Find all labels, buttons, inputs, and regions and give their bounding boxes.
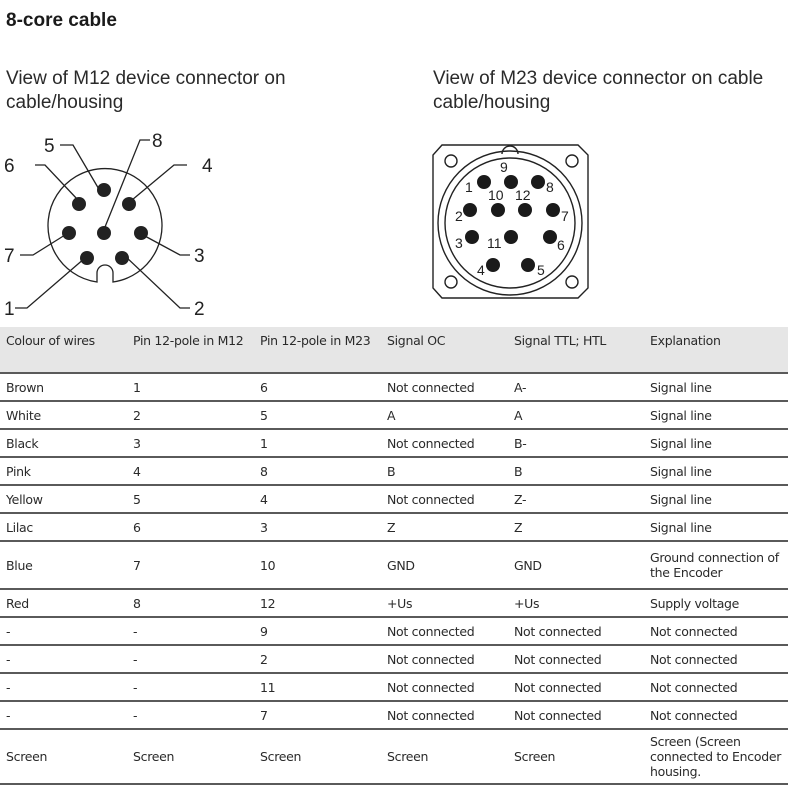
table-row: [0, 513, 788, 541]
cell-signal-oc: Not connected: [381, 373, 508, 401]
cell-colour: Screen: [0, 729, 127, 784]
table-row: [0, 429, 788, 457]
table-row: [0, 401, 788, 429]
wiring-table: [0, 327, 788, 785]
cell-pin-m12: -: [127, 617, 254, 645]
cell-pin-m12: -: [127, 701, 254, 729]
m23-label-9: 9: [500, 159, 508, 175]
cell-explanation: Signal line: [644, 373, 788, 401]
cell-explanation: Signal line: [644, 457, 788, 485]
cell-pin-m12: 6: [127, 513, 254, 541]
table-row: [0, 701, 788, 729]
cell-colour: Black: [0, 429, 127, 457]
cell-pin-m12: 3: [127, 429, 254, 457]
cell-signal-ttl-htl: Not connected: [508, 645, 644, 673]
m12-label-1: 1: [4, 299, 15, 320]
cell-colour: -: [0, 701, 127, 729]
cell-pin-m23: 8: [254, 457, 381, 485]
cell-signal-ttl-htl: GND: [508, 541, 644, 589]
cell-pin-m12: -: [127, 673, 254, 701]
cell-explanation: Supply voltage: [644, 589, 788, 617]
cell-pin-m12: 2: [127, 401, 254, 429]
m23-connector-diagram: [420, 130, 600, 310]
cell-signal-ttl-htl: +Us: [508, 589, 644, 617]
cell-pin-m12: 7: [127, 541, 254, 589]
cell-explanation: Signal line: [644, 485, 788, 513]
table-header-row: [0, 327, 788, 373]
m23-label-4: 4: [477, 262, 485, 278]
cell-explanation: Not connected: [644, 617, 788, 645]
cell-signal-oc: Not connected: [381, 617, 508, 645]
cell-signal-ttl-htl: A-: [508, 373, 644, 401]
cell-explanation: Signal line: [644, 401, 788, 429]
m23-label-6: 6: [557, 237, 565, 253]
m12-pin-5: [97, 183, 111, 197]
m12-pin-7: [62, 226, 76, 240]
m12-label-3: 3: [194, 246, 205, 267]
cell-signal-oc: Not connected: [381, 673, 508, 701]
cell-signal-ttl-htl: Not connected: [508, 617, 644, 645]
cell-colour: -: [0, 645, 127, 673]
cell-pin-m23: 3: [254, 513, 381, 541]
m23-label-10: 10: [488, 187, 504, 203]
cell-pin-m12: -: [127, 645, 254, 673]
section-title: 8-core cable: [6, 10, 117, 31]
cell-pin-m23: 11: [254, 673, 381, 701]
m12-pin-6: [72, 197, 86, 211]
table-row: [0, 673, 788, 701]
cell-pin-m23: 2: [254, 645, 381, 673]
cell-signal-oc: Screen: [381, 729, 508, 784]
cell-colour: White: [0, 401, 127, 429]
cell-colour: Pink: [0, 457, 127, 485]
cell-signal-ttl-htl: Screen: [508, 729, 644, 784]
table-row: [0, 485, 788, 513]
cell-explanation: Not connected: [644, 645, 788, 673]
cell-signal-oc: A: [381, 401, 508, 429]
cell-signal-oc: Z: [381, 513, 508, 541]
header-pin-m23: Pin 12-pole in M23: [254, 327, 381, 373]
m12-label-6: 6: [4, 156, 15, 177]
m23-label-1: 1: [465, 179, 473, 195]
cell-signal-oc: Not connected: [381, 485, 508, 513]
cell-colour: -: [0, 673, 127, 701]
cell-signal-ttl-htl: A: [508, 401, 644, 429]
cell-signal-ttl-htl: B: [508, 457, 644, 485]
table-row: [0, 645, 788, 673]
cell-signal-ttl-htl: Z-: [508, 485, 644, 513]
table-row: [0, 373, 788, 401]
header-colour: Colour of wires: [0, 327, 127, 373]
cell-pin-m23: Screen: [254, 729, 381, 784]
m23-label-8: 8: [546, 179, 554, 195]
m23-label-7: 7: [561, 208, 569, 224]
cell-pin-m23: 10: [254, 541, 381, 589]
m12-label-5: 5: [44, 136, 55, 157]
cell-signal-oc: B: [381, 457, 508, 485]
cell-pin-m23: 4: [254, 485, 381, 513]
cell-pin-m23: 9: [254, 617, 381, 645]
cell-signal-oc: +Us: [381, 589, 508, 617]
cell-pin-m23: 7: [254, 701, 381, 729]
cell-colour: Blue: [0, 541, 127, 589]
cell-explanation: Screen (Screen connected to Encoder housing.: [644, 729, 788, 784]
m12-pin-4: [122, 197, 136, 211]
m12-pin-3: [134, 226, 148, 240]
table-row: [0, 541, 788, 589]
cell-explanation: Signal line: [644, 429, 788, 457]
cell-signal-oc: Not connected: [381, 429, 508, 457]
header-signal-ttl-htl: Signal TTL; HTL: [508, 327, 644, 373]
cell-pin-m23: 6: [254, 373, 381, 401]
table-row: [0, 457, 788, 485]
m23-label-11: 11: [487, 235, 502, 251]
cell-explanation: Not connected: [644, 701, 788, 729]
cell-signal-oc: GND: [381, 541, 508, 589]
table-row: [0, 589, 788, 617]
m23-label-2: 2: [455, 208, 463, 224]
m12-label-4: 4: [202, 156, 213, 177]
m23-caption: View of M23 device connector on cable cable/housing: [433, 68, 764, 113]
m23-label-3: 3: [455, 235, 463, 251]
m12-connector-diagram: [0, 125, 230, 325]
cell-explanation: Signal line: [644, 513, 788, 541]
cell-pin-m12: 5: [127, 485, 254, 513]
cell-colour: Lilac: [0, 513, 127, 541]
cell-pin-m23: 12: [254, 589, 381, 617]
m12-caption: View of M12 device connector on cable/housing: [6, 68, 286, 113]
m12-pin-8: [97, 226, 111, 240]
cell-pin-m23: 1: [254, 429, 381, 457]
m12-pin-2: [115, 251, 129, 265]
m23-label-5: 5: [537, 262, 545, 278]
header-pin-m12: Pin 12-pole in M12: [127, 327, 254, 373]
cell-pin-m12: Screen: [127, 729, 254, 784]
cell-explanation: Ground connection of the Encoder: [644, 541, 788, 589]
header-signal-oc: Signal OC: [381, 327, 508, 373]
m12-label-2: 2: [194, 299, 205, 320]
cell-pin-m12: 1: [127, 373, 254, 401]
cell-colour: -: [0, 617, 127, 645]
cell-signal-oc: Not connected: [381, 645, 508, 673]
m12-label-7: 7: [4, 246, 15, 267]
cell-pin-m12: 4: [127, 457, 254, 485]
m23-label-12: 12: [515, 187, 531, 203]
cell-colour: Brown: [0, 373, 127, 401]
header-explanation: Explanation: [644, 327, 788, 373]
cell-signal-ttl-htl: Not connected: [508, 673, 644, 701]
cell-signal-ttl-htl: Z: [508, 513, 644, 541]
table-row: [0, 617, 788, 645]
table-row: [0, 729, 788, 784]
cell-signal-oc: Not connected: [381, 701, 508, 729]
cell-pin-m23: 5: [254, 401, 381, 429]
cell-explanation: Not connected: [644, 673, 788, 701]
m12-label-8: 8: [152, 131, 163, 152]
cell-pin-m12: 8: [127, 589, 254, 617]
cell-colour: Red: [0, 589, 127, 617]
cell-colour: Yellow: [0, 485, 127, 513]
m12-pin-1: [80, 251, 94, 265]
cell-signal-ttl-htl: B-: [508, 429, 644, 457]
cell-signal-ttl-htl: Not connected: [508, 701, 644, 729]
